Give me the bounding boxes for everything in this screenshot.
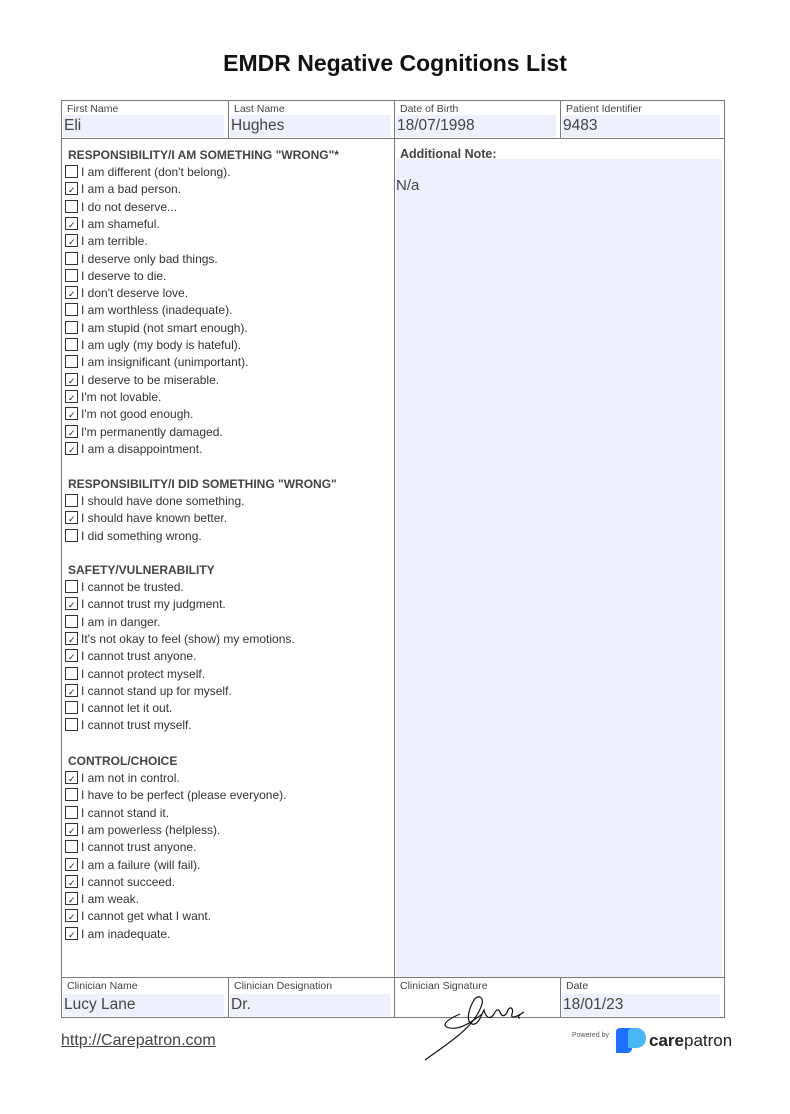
carepatron-logo bbox=[614, 1028, 733, 1054]
checklist-item bbox=[65, 909, 211, 924]
checklist-item-label: I'm permanently damaged. bbox=[81, 424, 223, 439]
check-mark-icon: ✓ bbox=[68, 185, 76, 196]
checklist-item bbox=[65, 373, 219, 388]
checklist-item-label: I cannot stand it. bbox=[81, 805, 170, 820]
unchecked-checkbox[interactable] bbox=[65, 338, 78, 351]
checklist-item bbox=[65, 286, 188, 301]
dob-cell bbox=[395, 101, 561, 138]
section-title: RESPONSIBILITY/I AM SOMETHING "WRONG"* bbox=[68, 148, 339, 162]
checklist-item bbox=[65, 355, 248, 370]
checklist-item bbox=[65, 303, 232, 318]
checklist-item-label: I cannot let it out. bbox=[81, 701, 173, 716]
unchecked-checkbox[interactable] bbox=[65, 806, 78, 819]
checklist-item-label: I don't deserve love. bbox=[81, 286, 189, 301]
checked-checkbox[interactable] bbox=[65, 632, 78, 645]
checklist-item-label: I am not in control. bbox=[81, 771, 180, 785]
checklist-item-label: I am powerless (helpless). bbox=[81, 822, 221, 837]
additional-note-text: N/a bbox=[396, 177, 420, 194]
checklist-item bbox=[65, 615, 160, 630]
cognitions-checklist bbox=[62, 139, 395, 977]
checklist-item bbox=[65, 252, 218, 267]
checked-checkbox[interactable] bbox=[65, 771, 78, 784]
checklist-item bbox=[65, 597, 226, 612]
checklist-item bbox=[65, 649, 196, 664]
checked-checkbox[interactable] bbox=[65, 823, 78, 836]
date-field[interactable]: 18/01/23 bbox=[562, 994, 720, 1016]
checked-checkbox[interactable] bbox=[65, 927, 78, 940]
checklist-item-label: I am ugly (my body is hateful). bbox=[81, 338, 242, 352]
checklist-item-label: I deserve only bad things. bbox=[81, 251, 218, 266]
checklist-item-label: It's not okay to feel (show) my emotions. bbox=[81, 631, 295, 646]
checklist-item-label: I cannot succeed. bbox=[81, 874, 176, 889]
checklist-item bbox=[65, 718, 192, 733]
patient-info-row bbox=[62, 101, 724, 139]
unchecked-checkbox[interactable] bbox=[65, 494, 78, 507]
checklist-item-label: I cannot get what I want. bbox=[81, 909, 212, 924]
checklist-item bbox=[65, 494, 244, 509]
checklist-item bbox=[65, 338, 241, 353]
checklist-item-label: I should have done something. bbox=[81, 494, 245, 508]
carepatron-wordmark: carepatron bbox=[649, 1031, 733, 1050]
unchecked-checkbox[interactable] bbox=[65, 303, 78, 316]
checked-checkbox[interactable] bbox=[65, 684, 78, 697]
checklist-item-label: I am terrible. bbox=[81, 234, 148, 249]
checklist-item-label: I am in danger. bbox=[81, 614, 161, 629]
checklist-item bbox=[65, 823, 220, 838]
checked-checkbox[interactable] bbox=[65, 442, 78, 455]
checklist-item bbox=[65, 858, 200, 873]
checklist-item bbox=[65, 667, 205, 682]
checklist-item bbox=[65, 269, 166, 284]
check-mark-icon: ✓ bbox=[68, 825, 76, 836]
designation-cell bbox=[229, 978, 395, 1018]
checklist-item bbox=[65, 217, 160, 232]
unchecked-checkbox[interactable] bbox=[65, 165, 78, 178]
clinician-name-label: Clinician Name bbox=[67, 980, 138, 992]
dob-label: Date of Birth bbox=[400, 103, 459, 115]
checked-checkbox[interactable] bbox=[65, 858, 78, 871]
designation-field[interactable]: Dr. bbox=[230, 994, 390, 1016]
check-mark-icon: ✓ bbox=[68, 600, 76, 611]
check-mark-icon: ✓ bbox=[68, 514, 76, 525]
patient-id-label: Patient Identifier bbox=[566, 103, 642, 115]
unchecked-checkbox[interactable] bbox=[65, 355, 78, 368]
checklist-item bbox=[65, 390, 161, 405]
checklist-item bbox=[65, 529, 202, 544]
checklist-item-label: I'm not lovable. bbox=[81, 389, 162, 404]
checklist-item-label: I have to be perfect (please everyone). bbox=[81, 788, 287, 803]
checked-checkbox[interactable] bbox=[65, 407, 78, 420]
section-title: SAFETY/VULNERABILITY bbox=[68, 563, 215, 577]
unchecked-checkbox[interactable] bbox=[65, 252, 78, 265]
checklist-item bbox=[65, 200, 177, 215]
checklist-item-label: I cannot trust anyone. bbox=[81, 649, 197, 664]
checked-checkbox[interactable] bbox=[65, 390, 78, 403]
first-name-field[interactable]: Eli bbox=[63, 115, 224, 137]
checklist-item-label: I am insignificant (unimportant). bbox=[81, 355, 249, 370]
checked-checkbox[interactable] bbox=[65, 892, 78, 905]
checklist-item-label: I should have known better. bbox=[81, 511, 228, 526]
checklist-item-label: I deserve to be miserable. bbox=[81, 372, 220, 387]
checklist-item bbox=[65, 771, 180, 786]
checklist-item-label: I am a failure (will fail). bbox=[81, 857, 201, 872]
checklist-item-label: I deserve to die. bbox=[81, 268, 167, 283]
checklist-item bbox=[65, 425, 223, 440]
checklist-item-label: I cannot stand up for myself. bbox=[81, 683, 232, 698]
unchecked-checkbox[interactable] bbox=[65, 701, 78, 714]
checklist-item bbox=[65, 442, 202, 457]
checklist-item-label: I did something wrong. bbox=[81, 528, 202, 543]
section-title: RESPONSIBILITY/I DID SOMETHING "WRONG" bbox=[68, 477, 337, 491]
first-name-label: First Name bbox=[67, 103, 119, 115]
check-mark-icon: ✓ bbox=[68, 427, 76, 438]
unchecked-checkbox[interactable] bbox=[65, 615, 78, 628]
additional-note-label: Additional Note: bbox=[400, 147, 497, 161]
patient-id-field[interactable]: 9483 bbox=[562, 115, 720, 137]
checklist-item bbox=[65, 580, 184, 595]
checklist-item bbox=[65, 165, 231, 180]
carepatron-link[interactable]: http://Carepatron.com bbox=[61, 1032, 216, 1049]
first-name-cell bbox=[62, 101, 229, 138]
unchecked-checkbox[interactable] bbox=[65, 718, 78, 731]
checked-checkbox[interactable] bbox=[65, 425, 78, 438]
checked-checkbox[interactable] bbox=[65, 875, 78, 888]
unchecked-checkbox[interactable] bbox=[65, 580, 78, 593]
checklist-item-label: I am inadequate. bbox=[81, 926, 171, 941]
checklist-item-label: I am different (don't belong). bbox=[81, 165, 231, 179]
checklist-item bbox=[65, 892, 139, 907]
checklist-item bbox=[65, 875, 175, 890]
checklist-item bbox=[65, 788, 286, 803]
checklist-item bbox=[65, 701, 172, 716]
checked-checkbox[interactable] bbox=[65, 909, 78, 922]
clinician-signature-image bbox=[420, 992, 540, 1064]
document-title: EMDR Negative Cognitions List bbox=[223, 50, 567, 76]
dob-field[interactable]: 18/07/1998 bbox=[396, 115, 556, 137]
clinician-info-row bbox=[62, 977, 724, 1018]
unchecked-checkbox[interactable] bbox=[65, 200, 78, 213]
unchecked-checkbox[interactable] bbox=[65, 788, 78, 801]
checklist-item-label: I am stupid (not smart enough). bbox=[81, 320, 248, 335]
checked-checkbox[interactable] bbox=[65, 597, 78, 610]
checklist-item bbox=[65, 234, 148, 249]
clinician-name-cell bbox=[62, 978, 229, 1018]
carepatron-logo-icon bbox=[614, 1028, 648, 1054]
unchecked-checkbox[interactable] bbox=[65, 269, 78, 282]
section-title: CONTROL/CHOICE bbox=[68, 754, 178, 768]
checklist-item bbox=[65, 684, 232, 699]
check-mark-icon: ✓ bbox=[68, 237, 76, 248]
check-mark-icon: ✓ bbox=[68, 444, 76, 455]
checklist-item bbox=[65, 806, 169, 821]
clinician-name-field[interactable]: Lucy Lane bbox=[63, 994, 224, 1016]
check-mark-icon: ✓ bbox=[68, 774, 76, 784]
last-name-label: Last Name bbox=[234, 103, 285, 115]
check-mark-icon: ✓ bbox=[68, 289, 76, 300]
check-mark-icon: ✓ bbox=[68, 219, 76, 230]
checklist-item-label: I cannot trust anyone. bbox=[81, 840, 197, 855]
checklist-item bbox=[65, 407, 193, 422]
checklist-item-label: I cannot trust myself. bbox=[81, 718, 192, 733]
checked-checkbox[interactable] bbox=[65, 234, 78, 247]
check-mark-icon: ✓ bbox=[68, 375, 76, 386]
checklist-item-label: I do not deserve... bbox=[81, 199, 178, 214]
check-mark-icon: ✓ bbox=[68, 392, 76, 403]
checklist-item bbox=[65, 321, 248, 336]
check-mark-icon: ✓ bbox=[68, 410, 76, 421]
check-mark-icon: ✓ bbox=[68, 929, 76, 940]
checklist-item-label: I am a disappointment. bbox=[81, 441, 203, 456]
checklist-item-label: I am weak. bbox=[81, 892, 140, 907]
powered-by-label: Powered by bbox=[572, 1032, 609, 1039]
check-mark-icon: ✓ bbox=[68, 895, 76, 906]
check-mark-icon: ✓ bbox=[68, 634, 76, 645]
checklist-item-label: I cannot protect myself. bbox=[81, 666, 206, 681]
form-table bbox=[61, 100, 725, 1018]
unchecked-checkbox[interactable] bbox=[65, 529, 78, 542]
last-name-cell bbox=[229, 101, 395, 138]
date-label: Date bbox=[566, 980, 589, 992]
unchecked-checkbox[interactable] bbox=[65, 840, 78, 853]
checklist-item bbox=[65, 182, 181, 197]
checklist-item-label: I'm not good enough. bbox=[81, 407, 194, 422]
checked-checkbox[interactable] bbox=[65, 217, 78, 230]
additional-note-field[interactable] bbox=[396, 159, 722, 977]
checklist-item-label: I am a bad person. bbox=[81, 182, 182, 197]
unchecked-checkbox[interactable] bbox=[65, 667, 78, 680]
last-name-field[interactable]: Hughes bbox=[230, 115, 390, 137]
checklist-item bbox=[65, 511, 227, 526]
check-mark-icon: ✓ bbox=[68, 686, 76, 697]
date-cell bbox=[561, 978, 724, 1018]
checked-checkbox[interactable] bbox=[65, 286, 78, 299]
checklist-item-label: I am shameful. bbox=[81, 216, 160, 231]
checked-checkbox[interactable] bbox=[65, 182, 78, 195]
checklist-item bbox=[65, 840, 196, 855]
checklist-item-label: I cannot be trusted. bbox=[81, 580, 184, 594]
checklist-item bbox=[65, 927, 170, 942]
signature-label: Clinician Signature bbox=[400, 980, 488, 992]
checked-checkbox[interactable] bbox=[65, 373, 78, 386]
checked-checkbox[interactable] bbox=[65, 649, 78, 662]
check-mark-icon: ✓ bbox=[68, 652, 76, 663]
check-mark-icon: ✓ bbox=[68, 877, 76, 888]
checklist-item bbox=[65, 632, 295, 647]
unchecked-checkbox[interactable] bbox=[65, 321, 78, 334]
patient-id-cell bbox=[561, 101, 724, 138]
checklist-item-label: I cannot trust my judgment. bbox=[81, 597, 226, 612]
checklist-item-label: I am worthless (inadequate). bbox=[81, 303, 233, 318]
designation-label: Clinician Designation bbox=[234, 980, 333, 992]
check-mark-icon: ✓ bbox=[68, 860, 76, 871]
additional-note-panel bbox=[395, 139, 724, 977]
checked-checkbox[interactable] bbox=[65, 511, 78, 524]
check-mark-icon: ✓ bbox=[68, 912, 76, 923]
